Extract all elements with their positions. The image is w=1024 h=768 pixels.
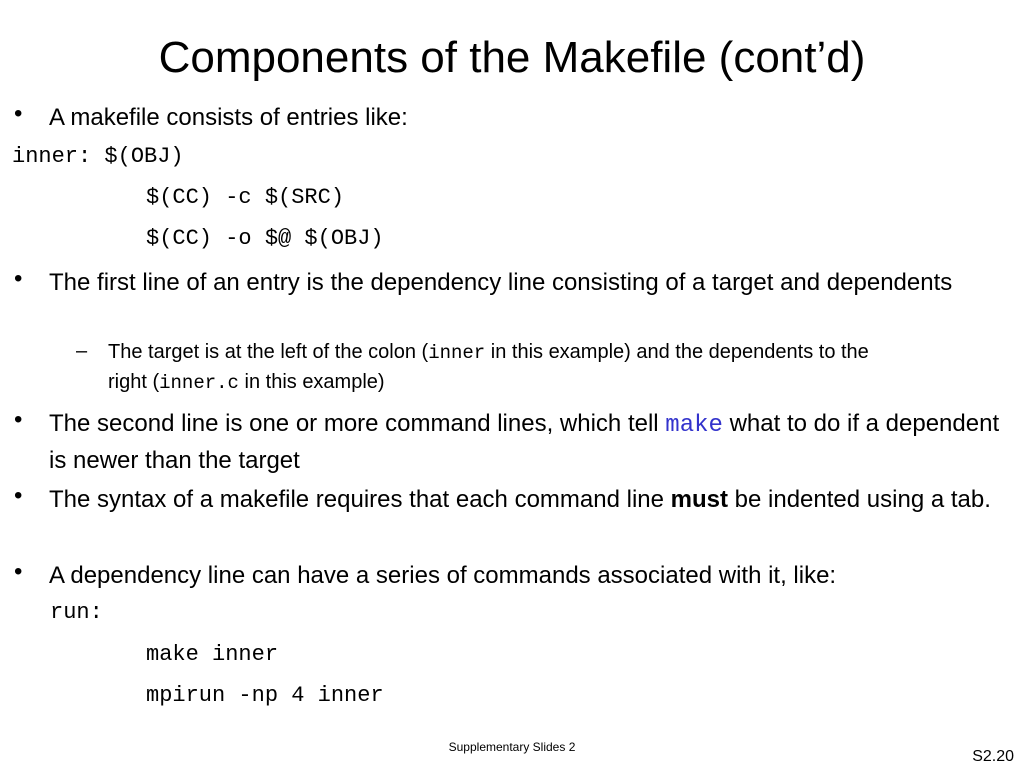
bullet-text-4	[49, 482, 1009, 517]
slide-title: Components of the Makefile (cont’d)	[158, 33, 866, 82]
sub-text-part: in this example)	[238, 371, 385, 393]
keyword-make: make	[665, 412, 723, 439]
sub-text-part: The target is at the left of the colon (	[108, 341, 429, 363]
sub-text-part: in this example) and the dependents to the right (	[108, 341, 869, 393]
slide-footer: Supplementary Slides 2	[448, 740, 576, 754]
bullet-text-part: what to do if a dependent is newer than the target	[49, 410, 1000, 474]
bullet-text-3	[49, 406, 1009, 478]
inline-code-inner-c: inner.c	[159, 372, 239, 394]
code-line-1: inner: $(OBJ)	[12, 144, 184, 169]
code-line-2: $(CC) -c $(SRC)	[146, 185, 345, 210]
bullet-marker: •	[14, 100, 23, 127]
bullet-marker: •	[14, 406, 23, 433]
bullet-text-2: The first line of an entry is the dependency line consisting of a target and dependents	[49, 269, 953, 296]
bullet-text-part: The second line is one or more command lines, which tell	[49, 410, 666, 437]
bullet-marker: •	[14, 558, 23, 585]
code-line-4: run:	[50, 600, 103, 625]
bullet-marker: •	[14, 482, 23, 509]
page-number: S2.20	[972, 748, 1014, 765]
bullet-marker: •	[14, 265, 23, 292]
bullet-text-part: be indented using a tab.	[728, 486, 991, 513]
code-line-5: make inner	[146, 642, 279, 667]
code-line-6: mpirun -np 4 inner	[146, 683, 384, 708]
bold-must: must	[670, 486, 728, 513]
inline-code-inner: inner	[428, 342, 486, 364]
sub-bullet-text	[108, 338, 888, 398]
bullet-text-part: The syntax of a makefile requires that each command line	[49, 486, 671, 513]
code-line-3: $(CC) -o $@ $(OBJ)	[146, 226, 384, 251]
bullet-text-1: A makefile consists of entries like:	[49, 104, 408, 131]
bullet-text-5: A dependency line can have a series of commands associated with it, like:	[49, 562, 837, 589]
sub-bullet-marker: –	[76, 340, 88, 362]
